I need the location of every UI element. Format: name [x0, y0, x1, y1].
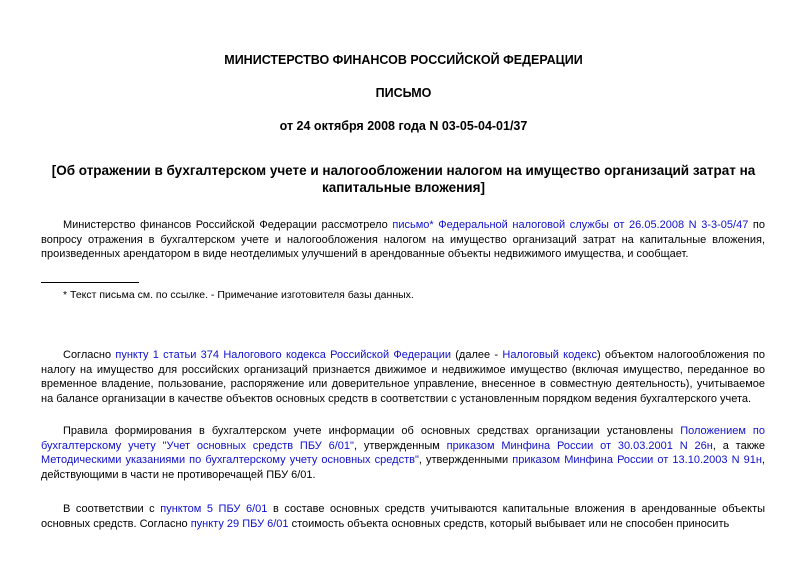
document-date-number: от 24 октября 2008 года N 03-05-04-01/37: [279, 119, 528, 133]
document-type: ПИСЬМО: [375, 86, 432, 100]
paragraph-4: [41, 502, 765, 531]
text: (далее -: [450, 349, 503, 361]
text: ) объектом налогообложения по налогу на имущество для российских организаций признается движимое и недвижимое имущество (включая имущество, переданное во временное владение, пользование, распоряжение или доверительное управление, внесенное в совместную деятельность), учитываемое на балансе организации в качестве объектов основных средств в соответствии с установленным порядком ведения бухгалтерского учета.: [41, 349, 765, 405]
text: , утвержденным: [353, 439, 447, 452]
text: Правила формирования в бухгалтерском учете информации об основных средствах организации установлены: [63, 425, 681, 437]
text: в составе основных средств учитываются капитальные вложения в арендованные объекты основных средств. Согласно: [41, 503, 766, 530]
text: В соответствии с: [63, 503, 161, 515]
ministry-heading: МИНИСТЕРСТВО ФИНАНСОВ РОССИЙСКОЙ ФЕДЕРАЦИИ: [224, 53, 583, 67]
link-fns-letter[interactable]: письмо* Федеральной налоговой службы от 26.05.2008 N 3-3-05/47: [392, 219, 749, 231]
text: , утвержденными: [418, 454, 513, 466]
text: , действующими в части не противоречащей ПБУ 6/01.: [41, 454, 765, 481]
text: Согласно: [63, 349, 116, 361]
paragraph-3: [41, 424, 765, 482]
text: по вопросу отражения в бухгалтерском учете и налогообложения налогом на имущество организаций затрат на капитальные вложения, произведенных арендатором в виде неотделимых улучшений в арендованные объекты недвижимого имущества, и сообщает.: [41, 219, 765, 260]
link-pbu-point-5[interactable]: пунктом 5 ПБУ 6/01: [160, 503, 268, 515]
footnote-divider: [41, 282, 139, 283]
link-methodical-guidelines[interactable]: Методическими указаниями по бухгалтерскому учету основных средств": [41, 454, 419, 466]
footnote: * Текст письма см. по ссылке. - Примечание изготовителя базы данных.: [63, 289, 414, 301]
paragraph-2: [41, 348, 765, 406]
link-pbu-6-01[interactable]: Положением по бухгалтерскому учету "Учет основных средств ПБУ 6/01": [41, 425, 766, 452]
link-order-26n[interactable]: приказом Минфина России от 30.03.2001 N 26н: [446, 439, 713, 452]
link-tax-code-article-374[interactable]: пункту 1 статьи 374 Налогового кодекса Российской Федерации: [115, 349, 451, 361]
link-order-91n[interactable]: приказом Минфина России от 13.10.2003 N 91н: [512, 454, 762, 466]
link-tax-code[interactable]: Налоговый кодекс: [502, 349, 597, 361]
text: , а также: [712, 439, 765, 452]
document-subject: [Об отражении в бухгалтерском учете и налогообложении налогом на имущество организаций затрат на капитальные вложения]: [51, 163, 756, 195]
text: стоимость объекта основных средств, который выбывает или не способен приносить: [288, 517, 730, 530]
link-pbu-point-29[interactable]: пункту 29 ПБУ 6/01: [190, 517, 289, 530]
text: Министерство финансов Российской Федерации рассмотрело: [63, 219, 393, 231]
paragraph-1: [41, 218, 765, 262]
